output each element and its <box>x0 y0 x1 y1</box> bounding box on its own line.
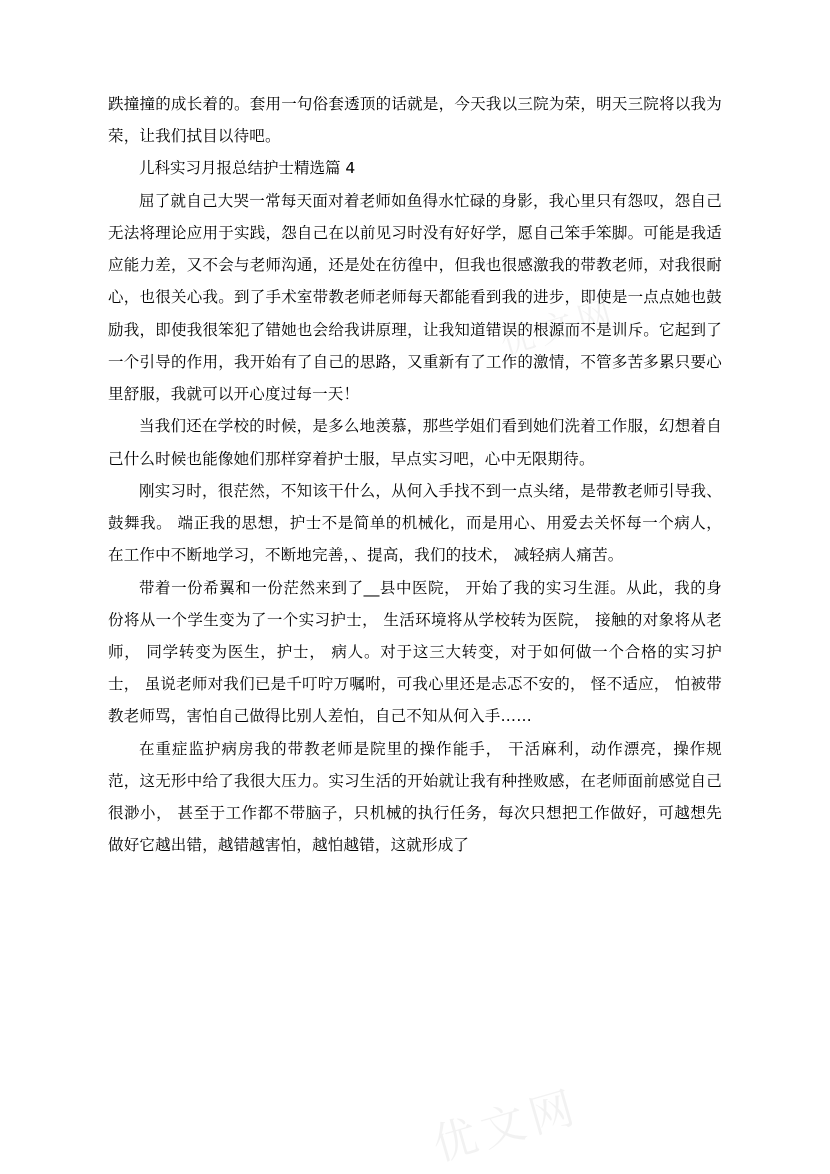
paragraph: 带着一份希翼和一份茫然来到了__县中医院， 开始了我的实习生涯。从此，我的身份将从一个学生变为了一个实习护士， 生活环境将从学校转为医院， 接触的对象将从老师， 同学转变为医生，护士， 病人。对于这三大转变，对于如何做一个合格的实习护士， 虽说老师对我们已是千叮咛万嘱咐，可我心里还是忐忑不安的， 怪不适应， 怕被带教老师骂，害怕自己做得比别人差怕，自己不知从何入手…… <box>108 578 722 726</box>
paragraph: 在重症监护病房我的带教老师是院里的操作能手， 干活麻利，动作漂亮，操作规范，这无形中给了我很大压力。实习生活的开始就让我有种挫败感，在老师面前感觉自己很渺小， 甚至于工作都不带脑子，只机械的执行任务，每次只想把工作做好，可越想先做好它越出错，越错越害怕，越怕越错，这就形成了 <box>108 739 722 855</box>
paragraph: 跌撞撞的成长着的。套用一句俗套透顶的话就是，今天我以三院为荣，明天三院将以我为荣，让我们拭目以待吧。 <box>108 95 722 146</box>
paragraph: 当我们还在学校的时候，是多么地羡慕，那些学姐们看到她们洗着工作服，幻想着自己什么时候也能像她们那样穿着护士服，早点实习吧，心中无限期待。 <box>108 417 722 468</box>
watermark-top: 优文网 <box>495 292 623 364</box>
section-heading: 儿科实习月报总结护士精选篇 4 <box>139 159 356 178</box>
watermark-bottom: 优文网 <box>427 1081 586 1172</box>
document-body <box>108 88 722 862</box>
paragraph: 刚实习时，很茫然，不知该干什么，从何入手找不到一点头绪，是带教老师引导我、鼓舞我。 端正我的思想，护士不是简单的机械化，而是用心、用爱去关怀每一个病人，在工作中不断地学习，不断地完善，、提高，我们的技术， 减轻病人痛苦。 <box>108 481 722 565</box>
paragraph: 屈了就自己大哭一常每天面对着老师如鱼得水忙碌的身影，我心里只有怨叹，怨自己无法将理论应用于实践，怨自己在以前见习时没有好好学，愿自己笨手笨脚。可能是我适应能力差，又不会与老师沟通，还是处在彷徨中，但我也很感激我的带教老师，对我很耐心，也很关心我。到了手术室带教老师老师每天都能看到我的进步，即使是一点点她也鼓励我，即使我很笨犯了错她也会给我讲原理，让我知道错误的根源而不是训斥。它起到了一个引导的作用，我开始有了自己的思路，又重新有了工作的激情，不管多苦多累只要心里舒服，我就可以开心度过每一天！ <box>108 191 722 404</box>
